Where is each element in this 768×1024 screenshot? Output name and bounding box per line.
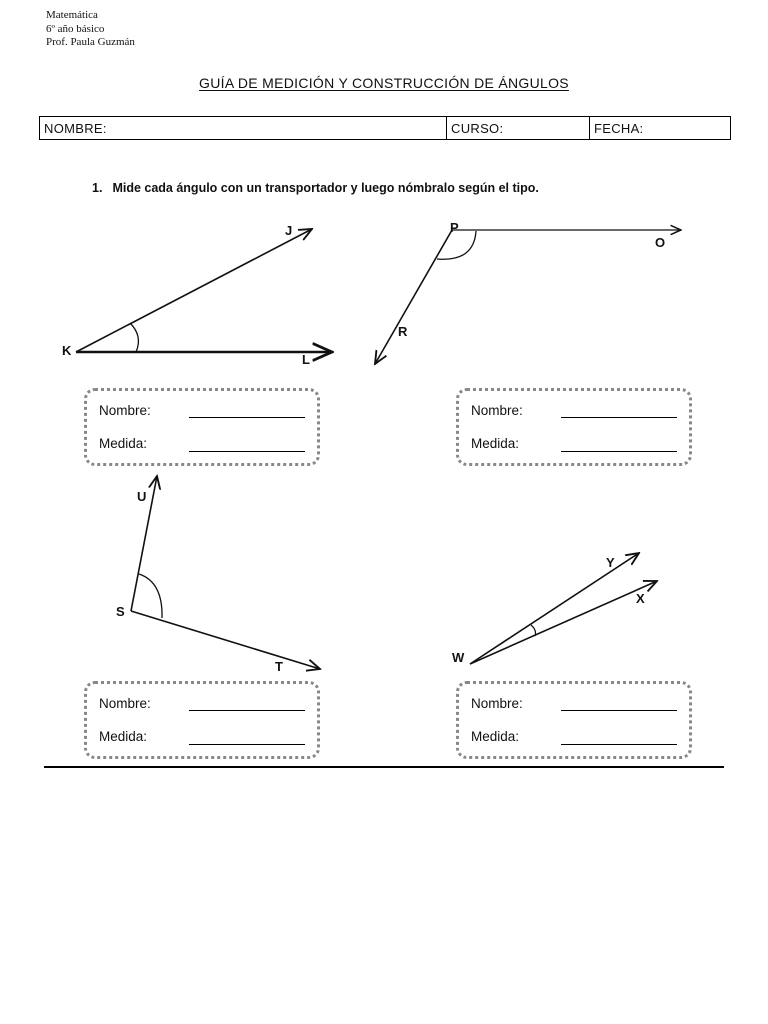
answer-box-1: [84, 388, 320, 466]
measure-answer-line[interactable]: [561, 744, 677, 745]
name-answer-line[interactable]: [189, 710, 305, 711]
ray-kj: [76, 229, 312, 352]
teacher: Prof. Paula Guzmán: [46, 36, 135, 48]
label-t: T: [275, 659, 283, 674]
angle-ust: [131, 476, 320, 669]
label-p: P: [450, 220, 459, 235]
answer-box-4: [456, 681, 692, 759]
measure-answer-line[interactable]: [189, 744, 305, 745]
arc-k: [130, 323, 138, 352]
label-w: W: [452, 650, 465, 665]
page-title-text: GUÍA DE MEDICIÓN Y CONSTRUCCIÓN DE ÁNGULOS: [199, 75, 569, 91]
name-prompt: Nombre:: [471, 696, 523, 711]
measure-prompt: Medida:: [99, 729, 148, 744]
ray-wx: [470, 581, 657, 664]
name-prompt: Nombre:: [471, 403, 523, 418]
measure-prompt: Medida:: [471, 729, 520, 744]
arc-w: [531, 625, 536, 636]
angle-ywx: [470, 553, 657, 664]
angle-jkl: [76, 229, 332, 352]
measure-prompt: Medida:: [99, 436, 148, 451]
name-prompt: Nombre:: [99, 696, 151, 711]
ray-pr: [375, 230, 452, 364]
ray-st: [131, 611, 320, 669]
label-x: X: [636, 591, 645, 606]
subject: Matemática: [46, 9, 98, 21]
label-o: O: [655, 235, 666, 250]
measure-answer-line[interactable]: [189, 451, 305, 452]
name-label: NOMBRE:: [44, 120, 107, 136]
course-label: CURSO:: [451, 120, 504, 136]
label-u: U: [137, 489, 147, 504]
name-answer-line[interactable]: [561, 710, 677, 711]
instruction-number: 1.: [92, 181, 103, 195]
date-label: FECHA:: [594, 120, 644, 136]
label-y: Y: [606, 555, 615, 570]
label-r: R: [398, 324, 408, 339]
label-s: S: [116, 604, 125, 619]
name-prompt: Nombre:: [99, 403, 151, 418]
label-l: L: [302, 352, 310, 367]
measure-prompt: Medida:: [471, 436, 520, 451]
grade: 6º año básico: [46, 22, 105, 35]
angle-opr: [375, 230, 681, 364]
label-j: J: [285, 223, 293, 238]
answer-box-2: [456, 388, 692, 466]
arc-s: [139, 574, 162, 618]
instruction-text: Mide cada ángulo con un transportador y luego nómbralo según el tipo.: [112, 181, 539, 195]
name-answer-line[interactable]: [561, 417, 677, 418]
answer-box-3: [84, 681, 320, 759]
name-answer-line[interactable]: [189, 417, 305, 418]
label-k: K: [62, 343, 72, 358]
measure-answer-line[interactable]: [561, 451, 677, 452]
section-divider: [44, 766, 724, 768]
